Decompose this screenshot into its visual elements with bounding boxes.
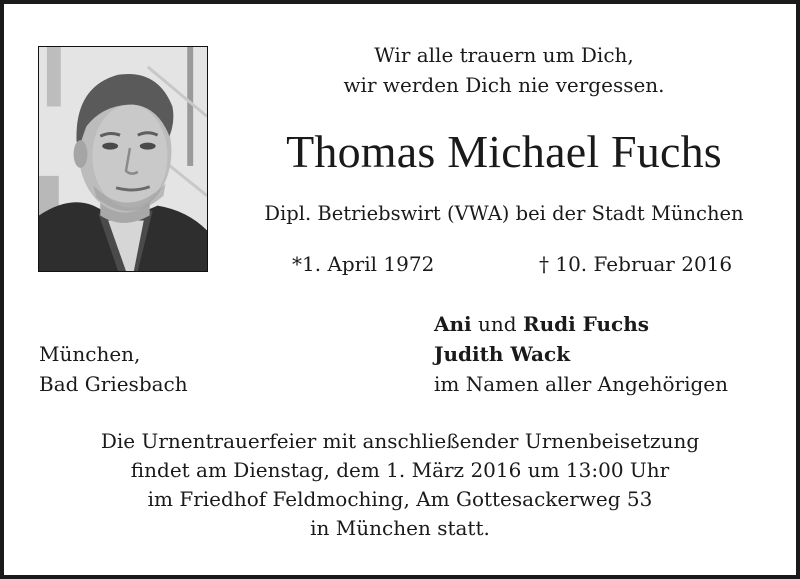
- mourner-connector: und: [478, 312, 517, 336]
- mourners: [434, 309, 728, 399]
- birth-date: *1. April 1972: [292, 252, 435, 276]
- deceased-profession: Dipl. Betriebswirt (VWA) bei der Stadt München: [264, 202, 744, 225]
- mourner-third-name: Judith Wack: [434, 342, 571, 366]
- places: [39, 339, 188, 399]
- ceremony-line-4: in München statt.: [310, 516, 490, 540]
- ceremony-line-3: im Friedhof Feldmoching, Am Gottesackerweg 53: [147, 487, 653, 511]
- portrait-photo: [38, 46, 208, 272]
- mourner-on-behalf: im Namen aller Angehörigen: [434, 372, 729, 396]
- ceremony-line-1: Die Urnentrauerfeier mit anschließender Urnenbeisetzung: [100, 429, 700, 453]
- place-line-2: Bad Griesbach: [39, 372, 188, 396]
- mourner-line-1: [434, 309, 728, 339]
- deceased-name: Thomas Michael Fuchs: [286, 126, 722, 177]
- mourner-first-name: Ani: [434, 312, 472, 336]
- mourner-second-name: Rudi Fuchs: [522, 312, 650, 336]
- death-date: † 10. Februar 2016: [539, 252, 733, 276]
- portrait-image: [39, 47, 207, 271]
- mourner-line-2: [434, 339, 728, 369]
- ceremony-line-2: findet am Dienstag, dem 1. März 2016 um 13:00 Uhr: [130, 458, 670, 482]
- poem-line-1: Wir alle trauern um Dich,: [374, 43, 634, 67]
- poem: [222, 40, 786, 100]
- ceremony-info: [4, 427, 796, 543]
- poem-line-2: wir werden Dich nie vergessen.: [343, 73, 665, 97]
- place-line-1: München,: [39, 342, 141, 366]
